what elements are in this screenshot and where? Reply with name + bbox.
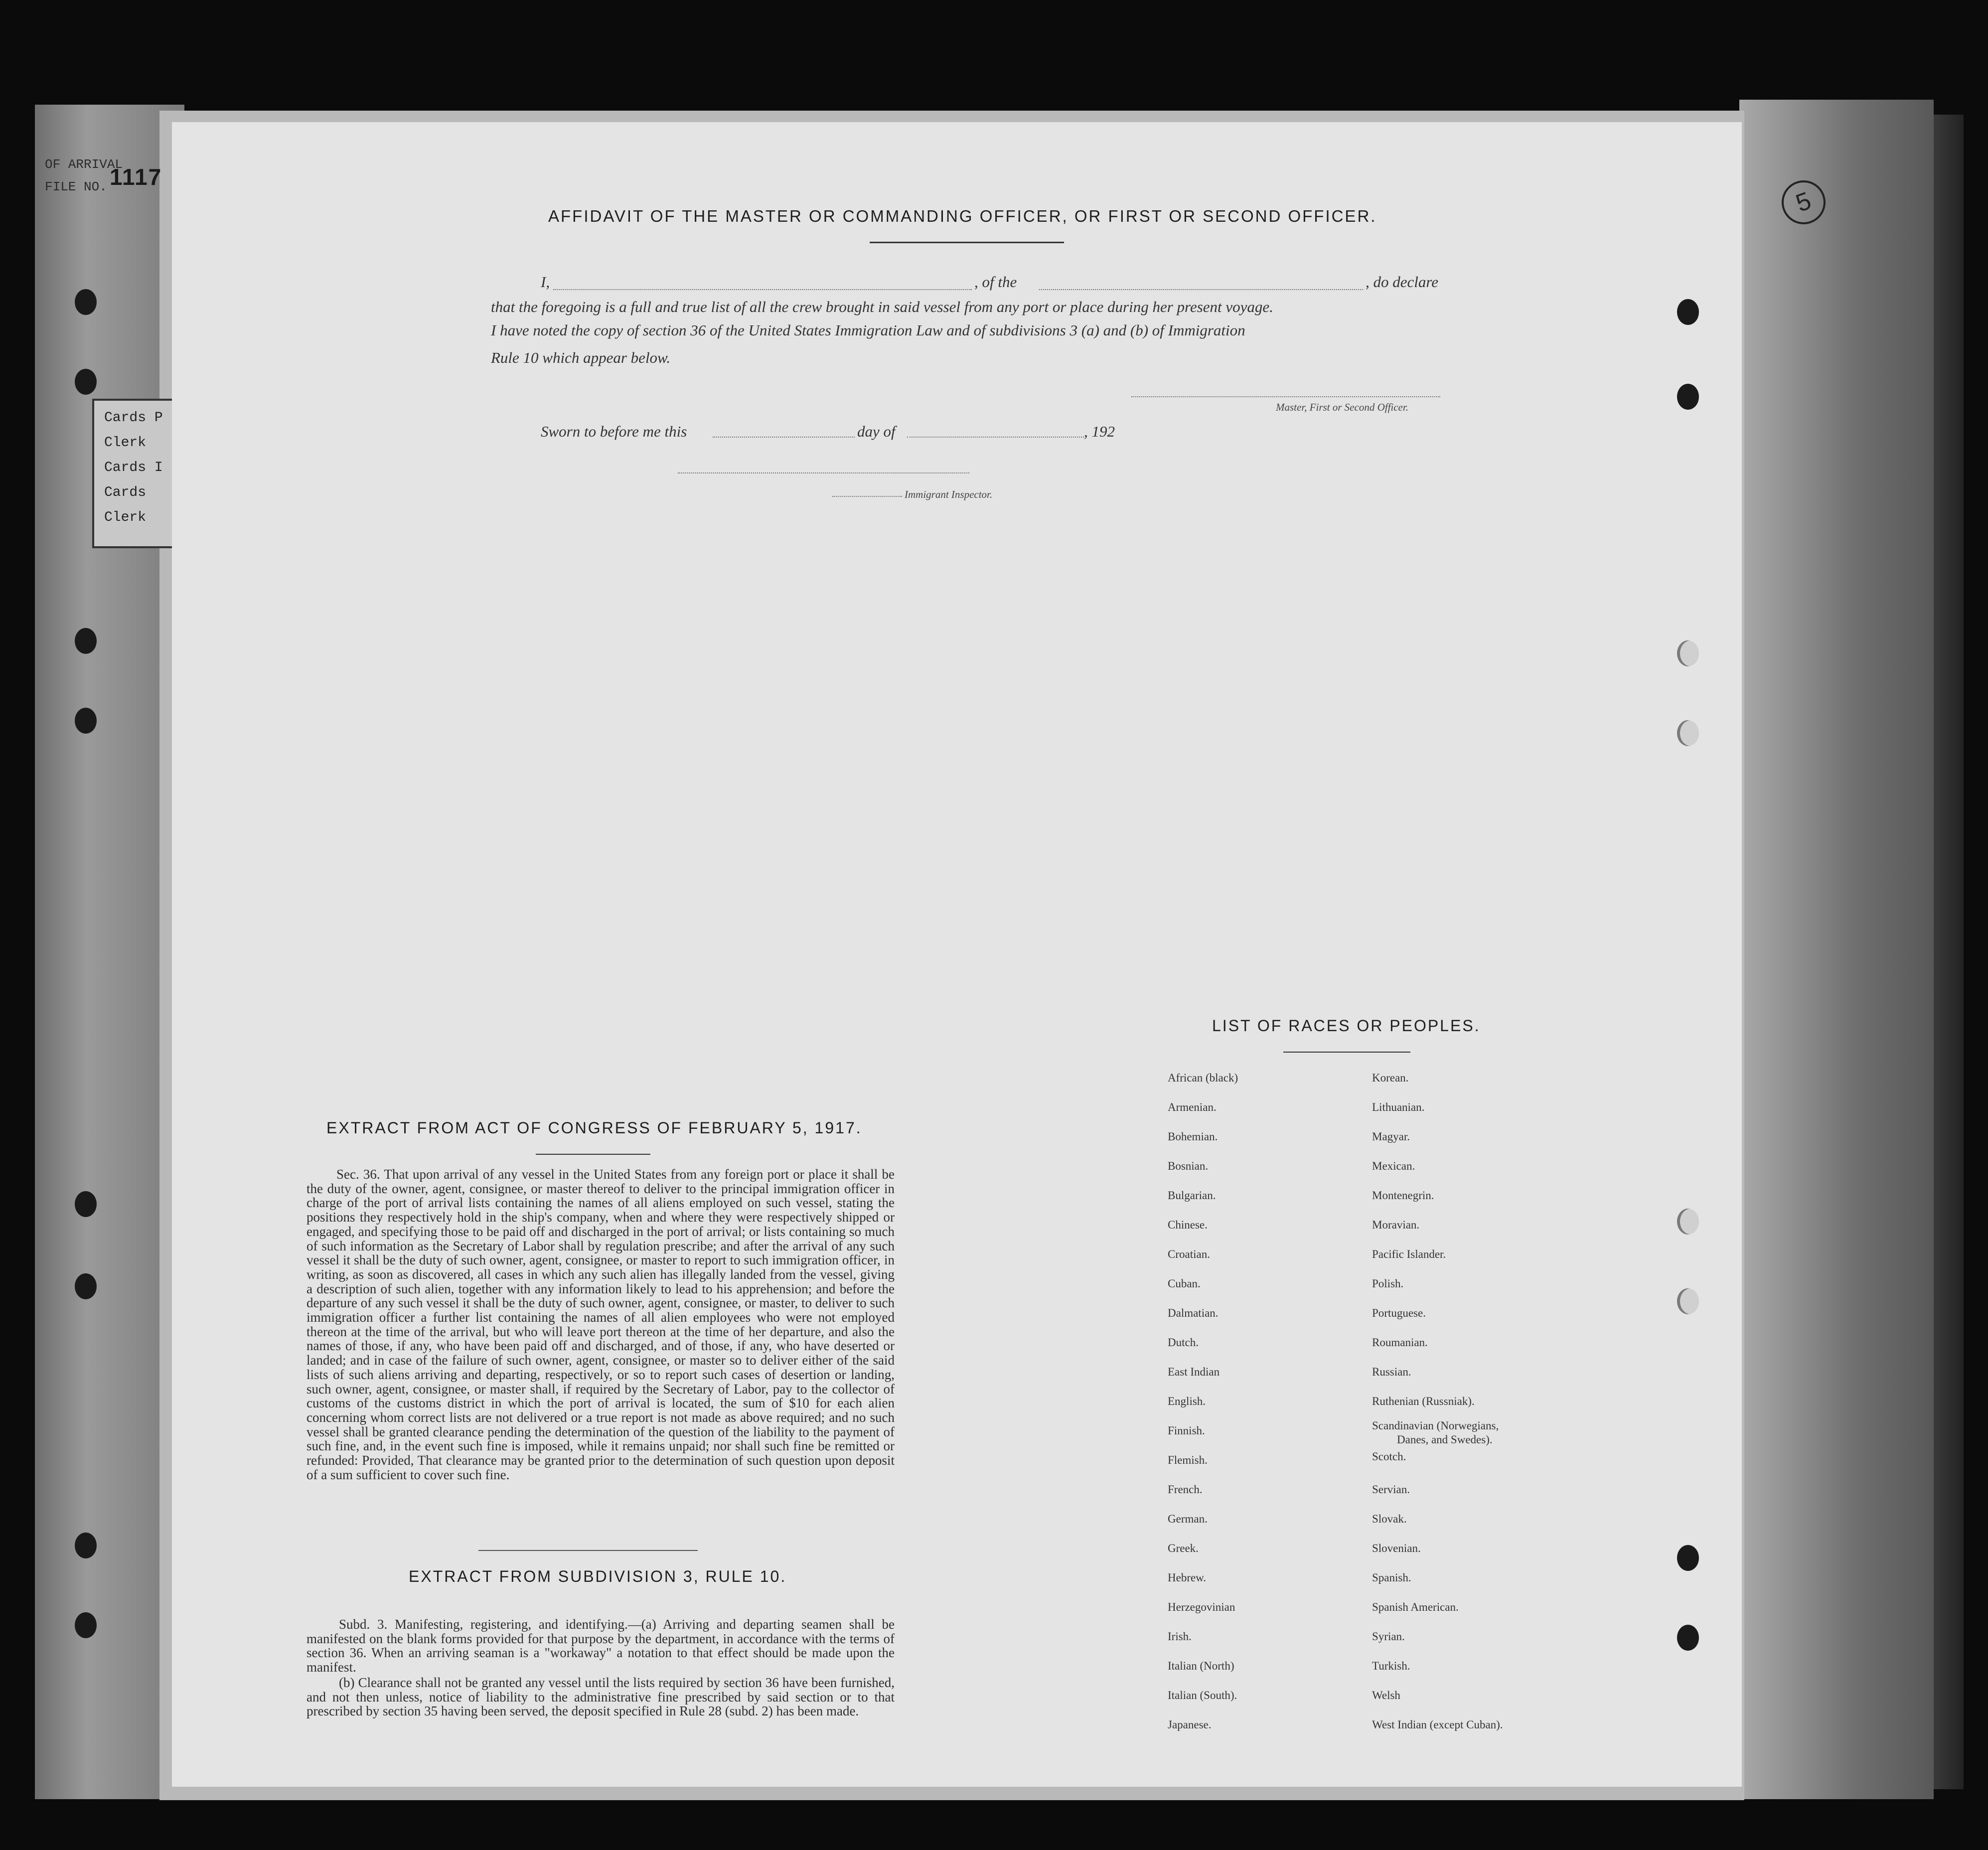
race-left: Herzegovinian (1168, 1601, 1235, 1613)
race-left: English. (1168, 1395, 1206, 1407)
manifest-page (172, 122, 1742, 1787)
sworn-label: Sworn to before me this (541, 423, 687, 440)
race-left: Dutch. (1168, 1336, 1199, 1349)
race-left: Armenian. (1168, 1101, 1217, 1113)
extract-act-underline (536, 1154, 650, 1155)
race-left: Bulgarian. (1168, 1189, 1216, 1202)
affidavit-of-the: , of the (974, 273, 1017, 291)
punch-hole (1677, 720, 1699, 746)
race-left: Japanese. (1168, 1718, 1212, 1731)
race-right: Roumanian. (1372, 1336, 1428, 1349)
inspector-signature-line (678, 472, 969, 473)
extract-divider (478, 1550, 698, 1551)
race-right: Spanish American. (1372, 1601, 1459, 1613)
inspector-dot-lead (832, 496, 902, 497)
race-left: Greek. (1168, 1542, 1199, 1554)
race-right-continuation: Danes, and Swedes). (1397, 1433, 1493, 1446)
punch-hole (1677, 1209, 1699, 1234)
race-right: Syrian. (1372, 1630, 1405, 1643)
day-of-label: day of (857, 423, 896, 440)
stamp-line: Clerk (104, 510, 147, 525)
master-signature-label: Master, First or Second Officer. (1276, 401, 1408, 413)
year-label: , 192 (1084, 423, 1115, 440)
punch-hole (75, 1273, 97, 1299)
punch-hole (75, 708, 97, 734)
race-right: Ruthenian (Russniak). (1372, 1395, 1475, 1407)
race-left: Italian (South). (1168, 1689, 1237, 1701)
punch-hole (1677, 299, 1699, 325)
master-signature-line (1131, 396, 1440, 397)
race-left: Italian (North) (1168, 1660, 1234, 1672)
race-right: Welsh (1372, 1689, 1400, 1701)
race-left: Bosnian. (1168, 1160, 1209, 1172)
race-right: Slovenian. (1372, 1542, 1421, 1554)
race-left: Hebrew. (1168, 1571, 1207, 1584)
affidavit-i: I, (541, 273, 550, 291)
race-right: Spanish. (1372, 1571, 1411, 1584)
races-title: LIST OF RACES OR PEOPLES. (1212, 1017, 1481, 1035)
race-right: West Indian (except Cuban). (1372, 1718, 1503, 1731)
race-left: Croatian. (1168, 1248, 1210, 1260)
races-underline (1283, 1052, 1410, 1053)
race-left: Cuban. (1168, 1277, 1201, 1290)
punch-hole (75, 1612, 97, 1638)
race-right: Russian. (1372, 1366, 1411, 1378)
punch-hole (75, 1191, 97, 1217)
race-right: Portuguese. (1372, 1307, 1426, 1319)
race-right: Scandinavian (Norwegians, (1372, 1419, 1499, 1432)
stamp-line: Cards (104, 485, 147, 500)
punch-hole (75, 628, 97, 654)
binder-right-edge (1934, 115, 1964, 1789)
punch-hole (75, 369, 97, 395)
race-right: Turkish. (1372, 1660, 1410, 1672)
race-left: Dalmatian. (1168, 1307, 1219, 1319)
stamp-line: Cards I (104, 460, 163, 475)
race-left: Irish. (1168, 1630, 1192, 1643)
title-underline (870, 242, 1064, 243)
affidavit-line2: that the foregoing is a full and true list of all the crew brought in said vessel from any port or place during her present voyage. (491, 298, 1273, 315)
subdivision-3a-text: Subd. 3. Manifesting, registering, and identifying.—(a) Arriving and departing seamen shall be manifested on the blank forms provided for that purpose by the department, in accordance with the terms of section 36. When an arriving seaman is a "workaway" a notation to that effect should be made upon the manifest. (306, 1617, 895, 1675)
race-right: Scotch. (1372, 1450, 1406, 1463)
stamp-line: Clerk (104, 435, 147, 451)
affidavit-line4: Rule 10 which appear below. (491, 349, 671, 366)
punch-hole (1677, 1545, 1699, 1571)
punch-hole (75, 1533, 97, 1558)
port-of-arrival-label: OF ARRIVAL (45, 157, 123, 172)
subdivision-3b-text: (b) Clearance shall not be granted any vessel until the lists required by section 36 have been furnished, and not then unless, notice of liability to the administrative fine prescribed by said section or to that prescribed by section 35 having been served, the deposit specified in Rule 28 (subd. 2) has been made. (306, 1675, 895, 1719)
punch-hole (1677, 384, 1699, 410)
race-right: Magyar. (1372, 1130, 1410, 1143)
stamp-line: Cards P (104, 410, 163, 426)
extract-rule-title: EXTRACT FROM SUBDIVISION 3, RULE 10. (409, 1567, 787, 1585)
inspector-label: Immigrant Inspector. (905, 488, 993, 500)
affidavit-line3: I have noted the copy of section 36 of the United States Immigration Law and of subdivisions 3 (a) and (b) of Immigration (491, 321, 1245, 339)
vessel-blank (1039, 289, 1363, 290)
race-left: Flemish. (1168, 1454, 1208, 1466)
race-right: Montenegrin. (1372, 1189, 1434, 1202)
sworn-day-blank (713, 437, 855, 438)
section-36-text: Sec. 36. That upon arrival of any vessel in the United States from any foreign port or place it shall be the duty of the owner, agent, consignee, or master thereof to deliver to the principal immigration officer in charge of the port of arrival lists containing the names of all aliens employed on such vessel, stating the positions they respectively hold in the ship's company, when and where they were respectively shipped or engaged, and specifying those to be paid off and discharged in the port of arrival; or lists containing so much of such information as the Secretary of Labor shall by regulation prescribe; and after the arrival of any such vessel it shall be the duty of such owner, agent, consignee, or master to report to such immigration officer, in writing, as soon as discovered, all cases in which any such alien has illegally landed from the vessel, giving a description of such alien, together with any information likely to lead to his apprehension; and before the departure of any such vessel it shall be the duty of such owner, agent, consignee, or master, to deliver to such immigration officer a further list containing the names of all alien employees who were not employed thereon at the time of the arrival, but who will leave port thereon at the time of her departure, and also the names of those, if any, who have been paid off and discharged, and of those, if any, who have deserted or landed; and in case of the failure of such owner, agent, consignee, or master so to deliver either of the said lists of such aliens arriving and departing, respectively, or so to report such cases of desertion or landing, such owner, agent, consignee, or master shall, if required by the Secretary of Labor, pay to the collector of customs of the customs district in which the port of arrival is located, the sum of $10 for each alien concerning whom correct lists are not delivered or a true report is not made as above required; and no such vessel shall be granted clearance pending the determination of the question of the liability to the payment of such fine, and, in the event such fine is imposed, while it remains unpaid; nor shall such fine be remitted or refunded: Provided, That clearance may be granted prior to the determination of such question upon deposit of a sum sufficient to cover such fine. (306, 1167, 895, 1482)
race-left: Chinese. (1168, 1219, 1208, 1231)
race-left: East Indian (1168, 1366, 1220, 1378)
race-right: Moravian. (1372, 1219, 1420, 1231)
race-left: Bohemian. (1168, 1130, 1218, 1143)
file-number-label: FILE NO. (45, 179, 107, 194)
punch-hole (1677, 640, 1699, 666)
name-blank (553, 289, 972, 290)
race-right: Korean. (1372, 1072, 1409, 1084)
race-right: Mexican. (1372, 1160, 1415, 1172)
page-number: 5 (1776, 174, 1832, 231)
race-left: German. (1168, 1513, 1208, 1525)
race-left: French. (1168, 1483, 1203, 1496)
extract-act-title: EXTRACT FROM ACT OF CONGRESS OF FEBRUARY 5, 1917. (326, 1119, 862, 1137)
affidavit-title: AFFIDAVIT OF THE MASTER OR COMMANDING OFFICER, OR FIRST OR SECOND OFFICER. (548, 207, 1377, 225)
punch-hole (1677, 1625, 1699, 1651)
sworn-month-blank (907, 437, 1084, 438)
punch-hole (1677, 1288, 1699, 1314)
punch-hole (75, 289, 97, 315)
race-left: African (black) (1168, 1072, 1238, 1084)
race-right: Polish. (1372, 1277, 1404, 1290)
race-right: Pacific Islander. (1372, 1248, 1446, 1260)
race-right: Slovak. (1372, 1513, 1407, 1525)
race-right: Servian. (1372, 1483, 1410, 1496)
race-right: Lithuanian. (1372, 1101, 1425, 1113)
binder-right-cover (1739, 100, 1934, 1799)
affidavit-declare: , do declare (1366, 273, 1439, 291)
race-left: Finnish. (1168, 1424, 1205, 1437)
file-number: 1117 (110, 164, 162, 190)
